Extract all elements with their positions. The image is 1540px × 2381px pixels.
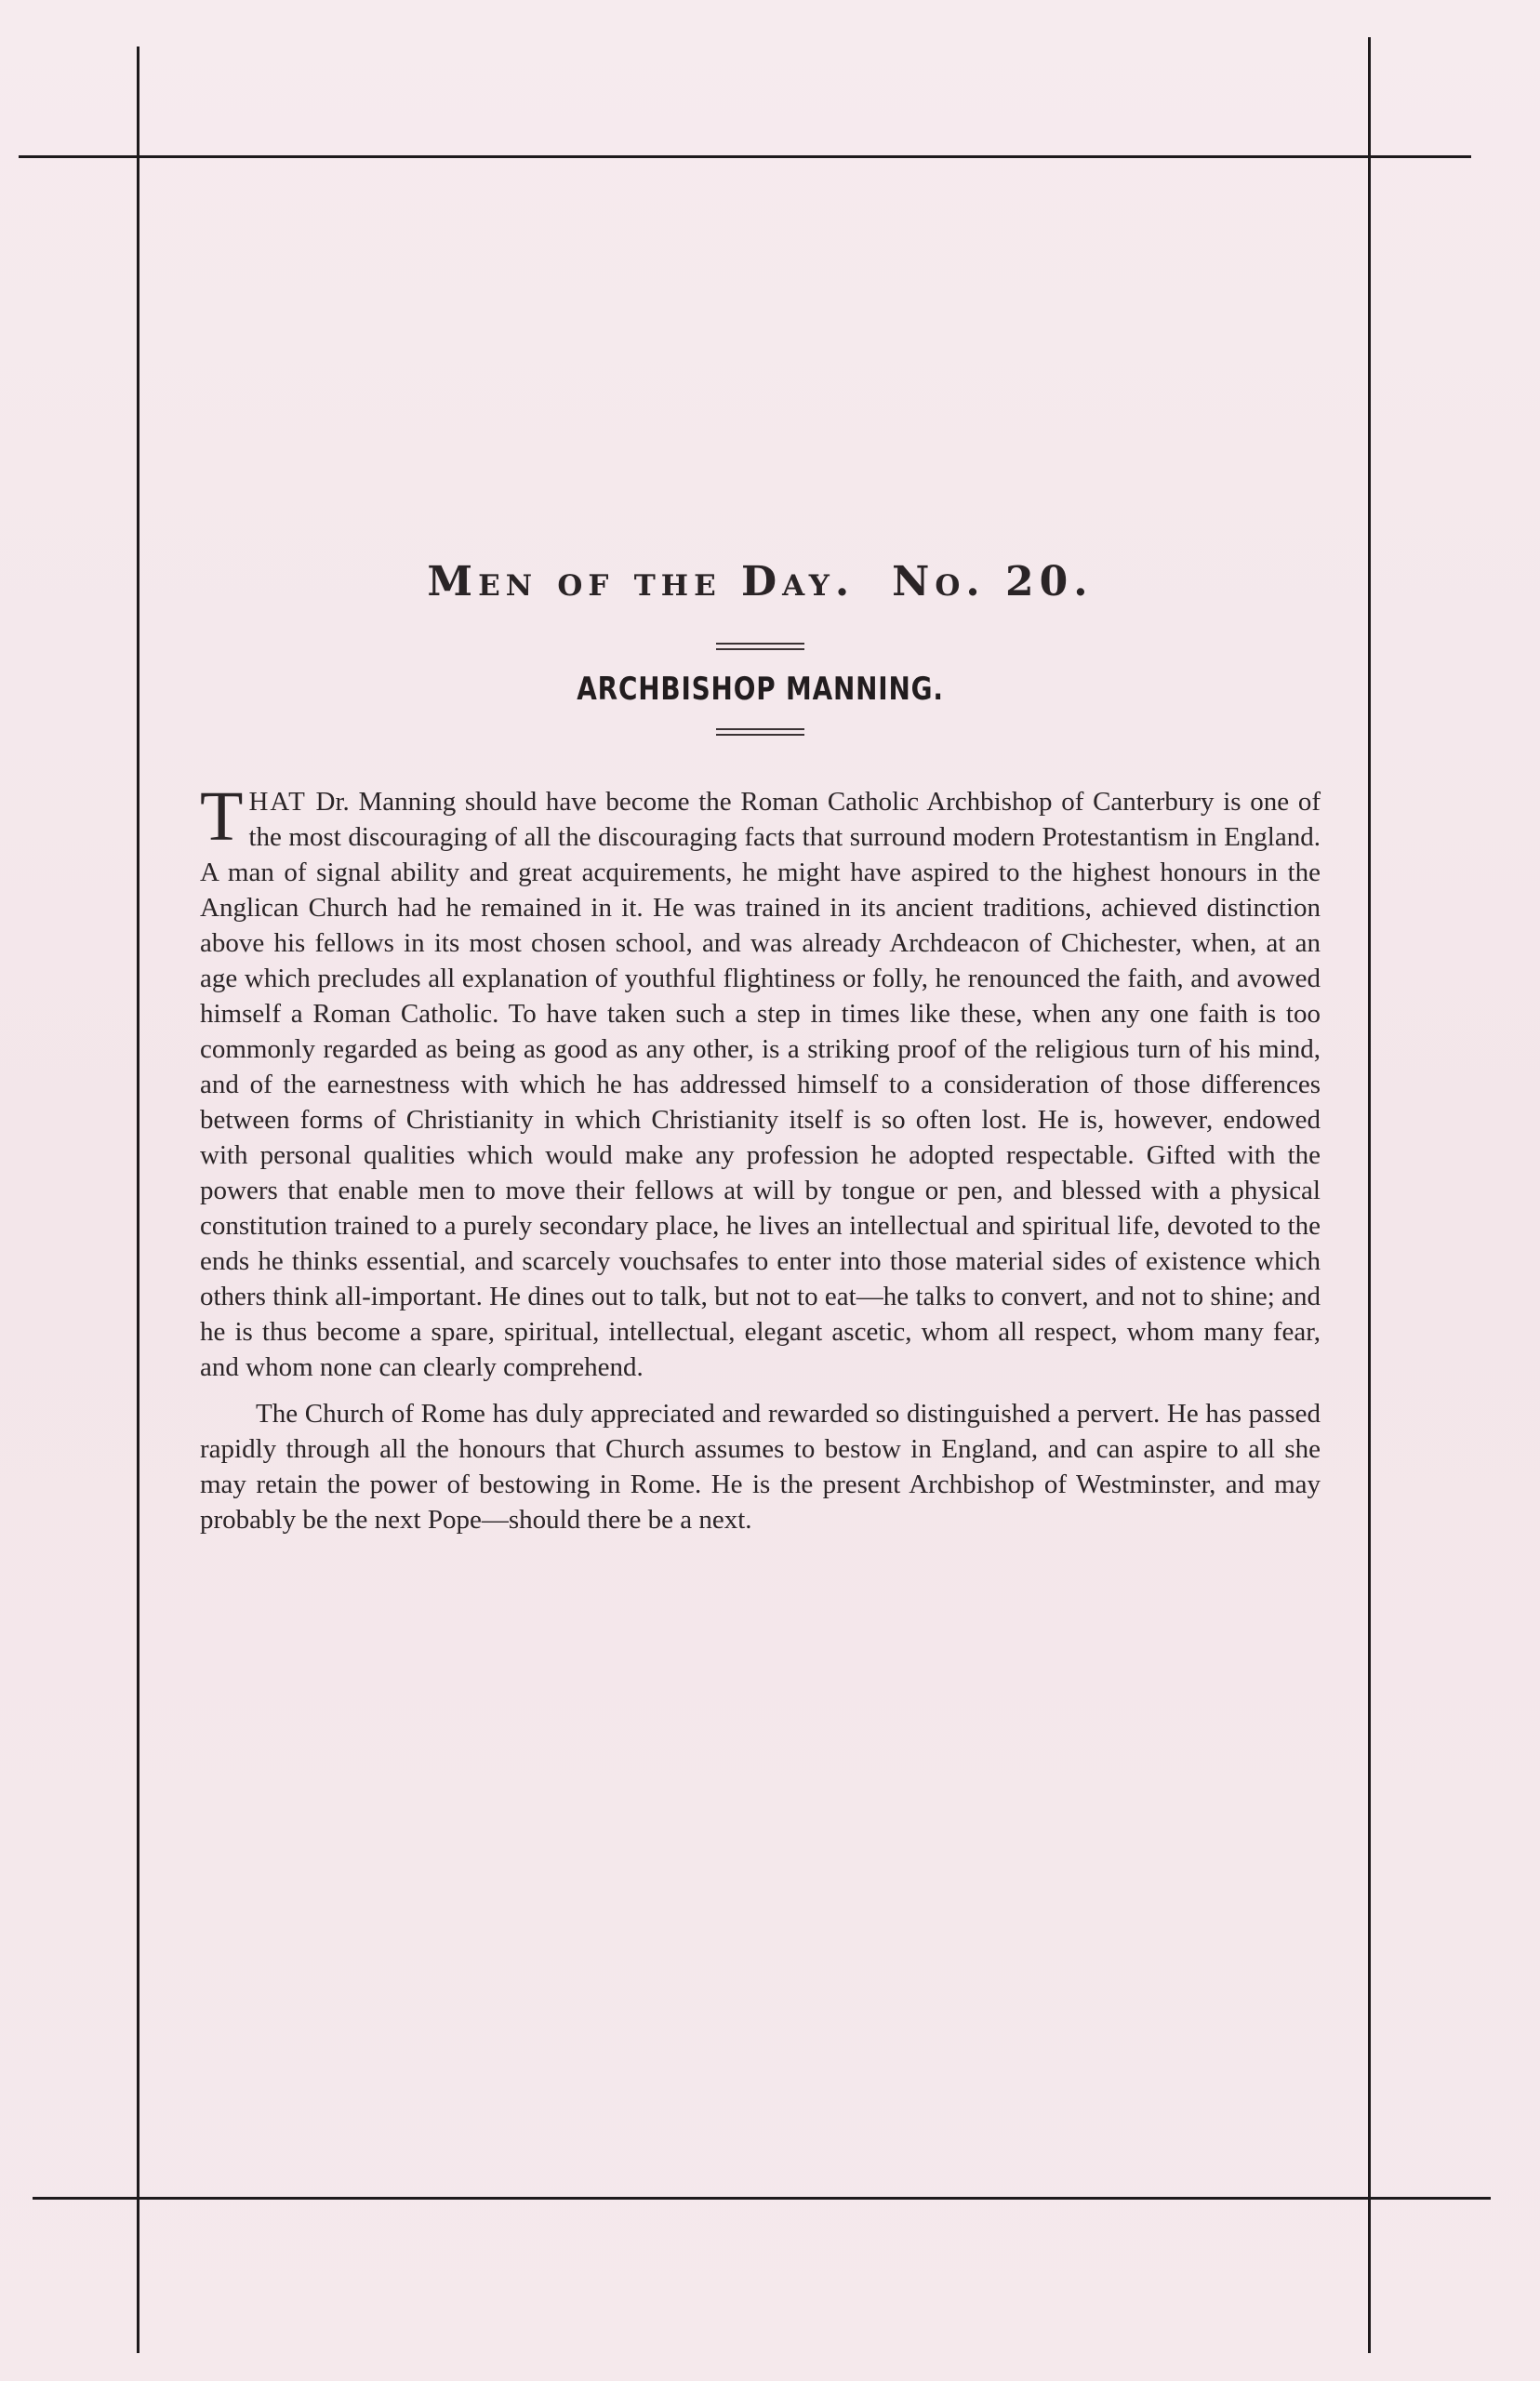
left-border-rule [137, 47, 139, 2353]
bottom-border-rule [33, 2197, 1491, 2200]
top-border-rule [19, 155, 1471, 158]
right-border-rule [1368, 37, 1371, 2353]
paragraph-1-text: Dr. Manning should have become the Roman Catholic Archbishop of Canterbury is one of the most discouraging of all the discouraging facts that surround modern Protestantism in England. A man of signal ability and great acquirements, he might have aspired to the highest honours in the Anglican Church had he remained in it. He was trained in its ancient traditions, achieved distinction above his fellows in its most chosen school, and was already Archdeacon of Chichester, when, at an age which precludes all explanation of youthful flightiness or folly, he renounced the faith, and avowed himself a Roman Catholic. To have taken such a step in times like these, when any one faith is too commonly regarded as being as good as any other, is a striking proof of the religious turn of his mind, and of the earnestness with which he has addressed himself to a consideration of those differences between forms of Christianity in which Christianity itself is so often lost. He is, however, endowed with personal qualities which would make any profession he adopted respectable. Gifted with the powers that enable men to move their fellows at will by tongue or pen, and blessed with a physical constitution trained to a purely secondary place, he lives an intellectual and spiritual life, devoted to the ends he thinks essential, and scarcely vouchsafes to enter into those material sides of existence which others think all-important. He dines out to talk, but not to eat—he talks to convert, and not to shine; and he is thus become a spare, spiritual, intellectual, elegant ascetic, whom all respect, whom many fear, and whom none can clearly comprehend. [200, 786, 1321, 1382]
article-title: ARCHBISHOP MANNING. [577, 670, 944, 708]
article-content [200, 558, 1321, 1549]
title-divider-top [716, 643, 804, 650]
paragraph-1 [200, 777, 1321, 1385]
drop-cap: T [200, 777, 244, 856]
series-title [200, 558, 1321, 607]
title-divider-bottom [716, 728, 804, 736]
series-number: No. 20. [892, 558, 1094, 605]
lead-word: HAT [248, 786, 307, 817]
paragraph-2: The Church of Rome has duly appreciated and rewarded so distinguished a pervert. He has passed rapidly through all the honours that Church assumes to bestow in England, and can aspire to all she may retain the power of bestowing in Rome. He is the present Archbishop of Westminster, and may probably be the next Pope—should there be a next. [200, 1398, 1321, 1535]
article-body [200, 777, 1321, 1537]
series-title-text: Men of the Day. [427, 558, 856, 605]
